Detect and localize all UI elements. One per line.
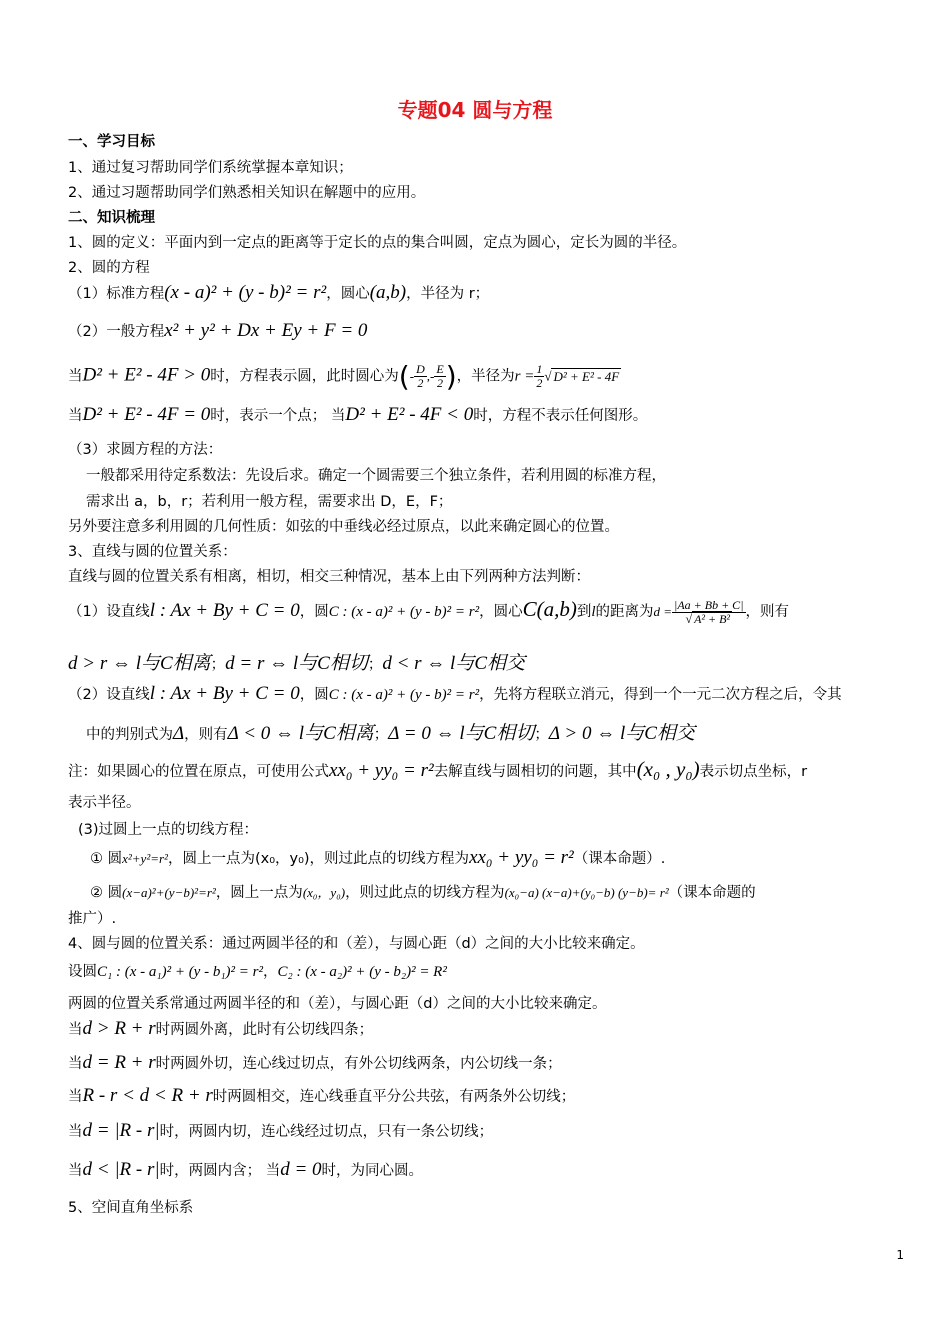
formula: D² + E² - 4F > 0	[82, 364, 211, 386]
formula: C₁ : (x - a₁)² + (y - b₁)² = r²	[97, 964, 264, 980]
text: 时两圆相交，连心线垂直平分公共弦，有两条外公切线；	[212, 1089, 576, 1105]
method1-result	[68, 648, 525, 675]
text: 的距离为	[595, 604, 654, 620]
sqrt-sign: √	[544, 368, 552, 384]
formula: R - r < d < R + r	[82, 1085, 213, 1106]
formula: (x−a)²+(y−b)²=r²	[122, 885, 216, 900]
formula: l : Ax + By + C = 0	[149, 683, 300, 704]
tangent-heading: (3)过圆上一点的切线方程：	[78, 822, 259, 838]
method-text-2: 需求出 a，b，r；若利用一般方程，需要求出 D，E，F；	[86, 494, 453, 510]
standard-equation-line	[68, 282, 489, 304]
method-text-3: 另外要注意多利用圆的几何性质：如弦的中垂线必经过原点，以此来确定圆心的位置。	[68, 519, 619, 535]
text: （2）一般方程	[68, 324, 165, 340]
formula: xx₀ + yy₀ = r²	[469, 847, 574, 868]
space-coordinate-heading: 5、空间直角坐标系	[68, 1200, 194, 1216]
page-number: 1	[896, 1248, 904, 1262]
text: 当	[68, 1022, 83, 1038]
formula: C₂ : (x - a₂)² + (y - b₂)² = R²	[277, 964, 447, 980]
fraction	[534, 363, 544, 390]
tangent-case-1	[90, 847, 665, 869]
text: ，圆上一点为	[215, 885, 303, 901]
general-equation-line	[68, 320, 367, 342]
goal-1: 1、通过复习帮助同学们系统掌握本章知识；	[68, 160, 353, 176]
formula: d > r ⇔ l与C相离	[68, 653, 211, 674]
denominator: 2	[536, 376, 543, 390]
two-circles-def	[68, 960, 447, 981]
text: 时两圆外离，此时有公切线四条；	[155, 1022, 374, 1038]
denominator: √ A² + B²	[685, 611, 731, 626]
text: ；	[373, 727, 389, 743]
text: （2）设直线	[68, 687, 150, 703]
formula: d > R + r	[82, 1018, 156, 1039]
page-title: 专题04 圆与方程	[397, 98, 553, 122]
tangent-case-2-cont: 推广）.	[68, 911, 117, 927]
formula: (x₀−a) (x−a)+(y₀−b) (y−b)= r²	[504, 885, 669, 900]
text: ，则过此点的切线方程为	[345, 885, 505, 901]
formula: D² + E² - 4F < 0	[345, 404, 474, 425]
section-heading-knowledge: 二、知识梳理	[68, 210, 155, 226]
text: ，半径为 r；	[406, 286, 490, 302]
text: 时，两圆内切，连心线经过切点，只有一条公切线；	[159, 1124, 494, 1140]
bracket: (	[398, 360, 410, 393]
relation-external-tangent	[68, 1052, 562, 1074]
fraction	[414, 363, 427, 390]
formula: xx₀ + yy₀ = r²	[329, 760, 434, 781]
text: （课本命题的	[668, 885, 756, 901]
numerator: E	[436, 362, 444, 376]
text: （1）标准方程	[68, 286, 165, 302]
circle-equation-heading: 2、圆的方程	[68, 260, 150, 276]
circle-circle-heading: 4、圆与圆的位置关系：通过两圆半径的和（差），与圆心距（d）之间的大小比较来确定。	[68, 936, 645, 952]
formula: d =	[653, 604, 673, 619]
text: ，圆	[299, 687, 329, 703]
text: 表示切点坐标，r	[699, 764, 808, 780]
relation-intersect	[68, 1085, 575, 1107]
text: 当	[68, 408, 83, 424]
formula: D² + E² - 4F	[553, 368, 620, 384]
text: ，则有	[745, 604, 789, 620]
formula: x² + y² + Dx + Ey + F = 0	[164, 320, 368, 341]
formula: -	[409, 368, 415, 384]
text: 时，为同心圆。	[321, 1163, 424, 1179]
line-circle-intro: 直线与圆的位置关系有相离，相切，相交三种情况，基本上由下列两种方法判断：	[68, 569, 590, 585]
text: ，圆心	[326, 286, 370, 302]
text: （1）设直线	[68, 604, 150, 620]
text: ② 圆	[90, 885, 123, 901]
text: 去解直线与圆相切的问题，其中	[433, 764, 637, 780]
formula: l : Ax + By + C = 0	[149, 600, 300, 621]
method1-line	[68, 597, 789, 626]
tangent-case-2	[90, 881, 756, 902]
method2-result	[86, 718, 695, 745]
circle-definition: 1、圆的定义：平面内到一定点的距离等于定长的点的集合叫圆，定点为圆心，定长为圆的半径。	[68, 235, 687, 251]
text: ；	[367, 657, 383, 673]
text: 时两圆外切，连心线过切点，有外公切线两条，内公切线一条；	[155, 1056, 562, 1072]
text: 到	[576, 604, 592, 620]
formula: ,-	[426, 368, 435, 384]
text: 设圆	[68, 964, 97, 980]
method-heading: （3）求圆方程的方法：	[68, 442, 223, 458]
condition-circle-line	[68, 360, 621, 393]
formula: d < r ⇔ l与C相交	[382, 653, 526, 674]
text: 当	[68, 1056, 83, 1072]
goal-2: 2、通过习题帮助同学们熟悉相关知识在解题中的应用。	[68, 185, 426, 201]
text: ，圆	[299, 604, 329, 620]
text: ，圆心	[479, 604, 523, 620]
formula: C : (x - a)² + (y - b)² = r²	[328, 687, 480, 703]
text: 当	[68, 1089, 83, 1105]
text: ；	[210, 657, 226, 673]
formula: Δ > 0 ⇔ l与C相交	[548, 723, 695, 744]
text: 中的判别式为	[86, 727, 173, 743]
formula: (x₀ , y₀)	[636, 757, 700, 781]
text: 当	[68, 368, 83, 385]
formula: d = 0	[280, 1159, 322, 1180]
text: 时，两圆内含； 当	[159, 1163, 281, 1179]
text: ，则有	[184, 727, 228, 743]
numerator: |Aa + Bb + C|	[674, 597, 744, 612]
text: 当	[68, 1124, 83, 1140]
bracket: )	[445, 360, 457, 393]
text: 当	[68, 1163, 83, 1179]
numerator: D	[416, 362, 425, 376]
text: 时，表示一个点； 当	[210, 408, 346, 424]
text: ① 圆	[90, 851, 123, 867]
line-circle-heading: 3、直线与圆的位置关系：	[68, 544, 237, 560]
formula: (a,b)	[369, 282, 407, 303]
formula: d = R + r	[82, 1052, 156, 1073]
text: 时，方程表示圆，此时圆心为	[210, 368, 399, 385]
formula: C(a,b)	[522, 597, 577, 621]
denominator: 2	[417, 376, 424, 390]
formula: D² + E² - 4F = 0	[82, 404, 211, 425]
formula: Δ < 0 ⇔ l与C相离	[227, 723, 374, 744]
numerator: 1	[536, 362, 543, 376]
sqrt-content: A² + B²	[694, 611, 731, 626]
text: ；	[534, 727, 549, 743]
formula: d = r ⇔ l与C相切	[225, 653, 368, 674]
text: ，	[263, 964, 278, 980]
denominator: 2	[437, 376, 444, 390]
text: ，圆上一点为(x₀，y₀)，则过此点的切线方程为	[167, 851, 470, 867]
formula: (x₀，y₀)	[302, 885, 346, 900]
note-line-2: 表示半径。	[68, 795, 141, 811]
method-text-1: 一般都采用待定系数法：先设后求。确定一个圆需要三个独立条件，若利用圆的标准方程，	[86, 468, 666, 484]
text: 注：如果圆心的位置在原点，可使用公式	[68, 764, 329, 780]
formula: d = |R - r|	[82, 1120, 160, 1141]
text: ，先将方程联立消元，得到一个一元二次方程之后，令其	[479, 687, 842, 703]
formula: C : (x - a)² + (y - b)² = r²	[328, 604, 480, 620]
circle-circle-text: 两圆的位置关系常通过两圆半径的和（差），与圆心距（d）之间的大小比较来确定。	[68, 996, 607, 1012]
fraction	[434, 363, 445, 390]
text: ，半径为	[456, 368, 515, 385]
formula: d < |R - r|	[82, 1159, 160, 1180]
text: （课本命题）.	[573, 851, 666, 867]
formula: Δ	[173, 723, 185, 744]
section-heading-goals: 一、学习目标	[68, 134, 155, 150]
relation-contained	[68, 1159, 423, 1181]
formula: x²+y²=r²	[122, 851, 168, 866]
condition-point-line	[68, 404, 647, 426]
relation-separate	[68, 1018, 373, 1040]
formula: (x - a)² + (y - b)² = r²	[164, 282, 327, 303]
relation-internal-tangent	[68, 1120, 493, 1142]
fraction	[672, 599, 745, 626]
formula: l	[591, 604, 596, 620]
formula: r =	[514, 368, 535, 385]
method2-line	[68, 683, 842, 705]
note-line	[68, 757, 807, 782]
text: 时，方程不表示任何图形。	[473, 408, 648, 424]
formula: Δ = 0 ⇔ l与C相切	[388, 723, 535, 744]
